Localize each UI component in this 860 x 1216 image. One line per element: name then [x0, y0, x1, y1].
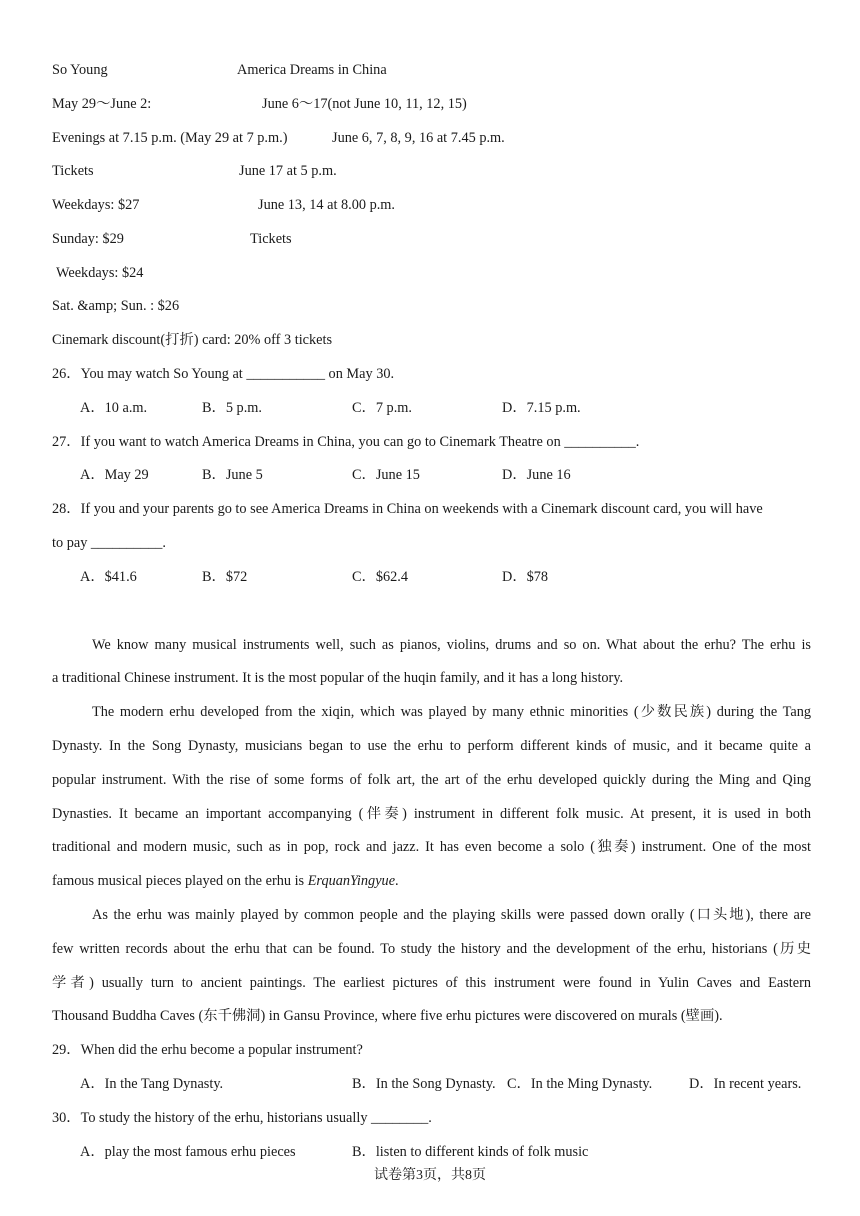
- passage-line: 学者) usually turn to ancient paintings. The earliest pictures of this instrument were found in Yulin Caves and Eastern: [52, 975, 811, 991]
- passage-line: a traditional Chinese instrument. It is the most popular of the huqin family, and it has a long history.: [52, 670, 624, 686]
- table-row-right: June 17 at 5 p.m.: [239, 163, 337, 179]
- table-row-left: Evenings at 7.15 p.m. (May 29 at 7 p.m.): [52, 130, 288, 146]
- piece-title: ErquanYingyue: [307, 873, 396, 889]
- passage-line: Dynasty. In the Song Dynasty, musicians began to use the erhu to perform different kinds of music, and it became quite a: [52, 738, 811, 754]
- table-row-left: So Young: [52, 62, 108, 78]
- table-row-left: Tickets: [52, 163, 94, 179]
- table-row-right: June 13, 14 at 8.00 p.m.: [258, 197, 396, 213]
- option-c: C．In the Ming Dynasty.: [507, 1076, 653, 1092]
- option-a: A．play the most famous erhu pieces: [80, 1144, 296, 1160]
- question-stem-continued: to pay __________.: [52, 535, 166, 551]
- option-c: C．7 p.m.: [352, 400, 412, 416]
- table-row-left: Weekdays: $27: [52, 197, 140, 213]
- option-d: D．7.15 p.m.: [502, 400, 581, 416]
- table-row-left: Weekdays: $24: [56, 265, 144, 281]
- table-row-right: America Dreams in China: [237, 62, 387, 78]
- question-stem: 30．To study the history of the erhu, historians usually ________.: [52, 1110, 432, 1126]
- page-footer: 试卷第3页，共8页: [374, 1168, 486, 1183]
- option-c: C．June 15: [352, 467, 420, 483]
- passage-line: popular instrument. With the rise of some forms of folk art, the art of the erhu developed quickly during the Ming and Qing: [52, 772, 811, 788]
- table-row-left: May 29～June 2:: [52, 96, 152, 112]
- option-a: A．In the Tang Dynasty.: [80, 1076, 224, 1092]
- passage-line: We know many musical instruments well, such as pianos, violins, drums and so on. What about the erhu? The erhu is: [92, 637, 811, 653]
- table-row-right: June 6～17(not June 10, 11, 12, 15): [262, 96, 467, 112]
- question-stem: 28．If you and your parents go to see America Dreams in China on weekends with a Cinemark discount card, you will have: [52, 501, 763, 517]
- option-d: D．$78: [502, 569, 549, 585]
- option-d: D．In recent years.: [689, 1076, 802, 1092]
- question-stem: 26．You may watch So Young at ___________ on May 30.: [52, 366, 395, 382]
- passage-text: .: [395, 873, 399, 889]
- option-b: B．In the Song Dynasty.: [352, 1076, 496, 1092]
- question-stem: 27．If you want to watch America Dreams in China, you can go to Cinemark Theatre on __________.: [52, 434, 640, 450]
- table-row-left: Sat. &amp; Sun. : $26: [52, 298, 180, 314]
- passage-line: Thousand Buddha Caves (东千佛洞) in Gansu Province, where five erhu pictures were discovered on murals (壁画).: [52, 1008, 723, 1024]
- option-b: B．5 p.m.: [202, 400, 262, 416]
- passage-line: [52, 872, 811, 890]
- table-row-left: Cinemark discount(打折) card: 20% off 3 tickets: [52, 332, 333, 348]
- passage-text: famous musical pieces played on the erhu is: [52, 873, 308, 889]
- option-b: B．$72: [202, 569, 248, 585]
- question-stem: 29．When did the erhu become a popular instrument?: [52, 1042, 363, 1058]
- option-a: A．May 29: [80, 467, 149, 483]
- table-row-right: June 6, 7, 8, 9, 16 at 7.45 p.m.: [332, 130, 505, 146]
- passage-line: As the erhu was mainly played by common people and the playing skills were passed down orally (口头地), there are: [92, 907, 811, 923]
- option-d: D．June 16: [502, 467, 571, 483]
- option-a: A．10 a.m.: [80, 400, 148, 416]
- passage-line: traditional and modern music, such as in pop, rock and jazz. It has even become a solo (独奏) instrument. One of the most: [52, 839, 811, 855]
- passage-line: few written records about the erhu that can be found. To study the history and the development of the erhu, historians (历史: [52, 941, 811, 957]
- option-c: C．$62.4: [352, 569, 409, 585]
- option-b: B．listen to different kinds of folk music: [352, 1144, 589, 1160]
- passage-line: The modern erhu developed from the xiqin, which was played by many ethnic minorities (少数民族) during the Tang: [92, 704, 811, 720]
- option-a: A．$41.6: [80, 569, 137, 585]
- table-row-left: Sunday: $29: [52, 231, 124, 247]
- table-row-right: Tickets: [250, 231, 292, 247]
- passage-line: Dynasties. It became an important accompanying (伴奏) instrument in different folk music. At present, it is used in both: [52, 806, 811, 822]
- option-b: B．June 5: [202, 467, 263, 483]
